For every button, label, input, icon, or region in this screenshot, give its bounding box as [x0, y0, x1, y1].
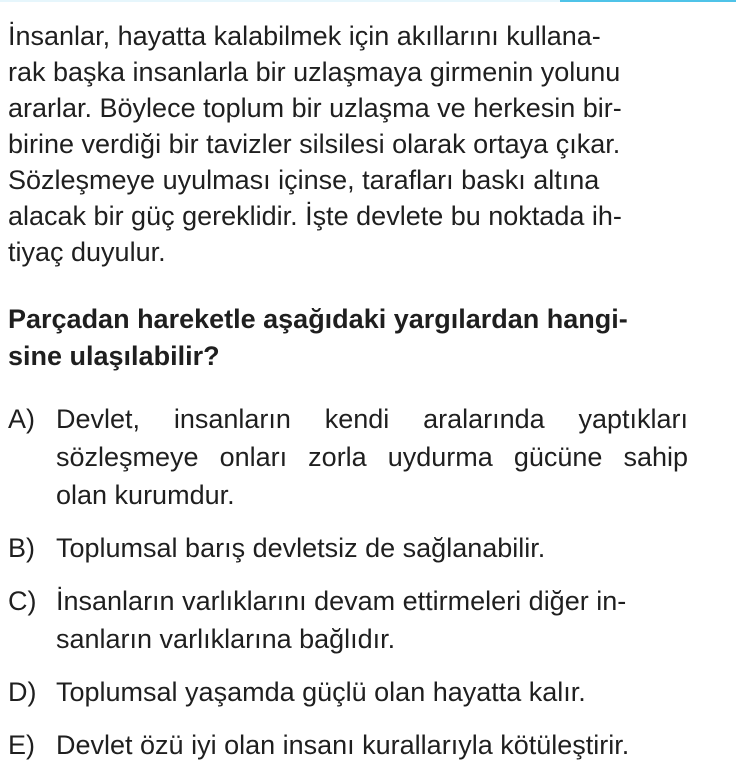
passage-line: ararlar. Böylece toplum bir uzlaşma ve herkesin bir- [8, 93, 622, 123]
option-text-line: Toplumsal barış devletsiz de sağlanabilir. [56, 533, 546, 563]
option-text-line: sözleşmeye onları zorla uydurma gücüne sahip [56, 442, 688, 472]
option-text-line: sanların varlıklarına bağlıdır. [56, 624, 396, 654]
option-text-line: olan kurumdur. [56, 480, 235, 510]
option-text-line: Devlet, insanların kendi aralarında yaptıkları [56, 404, 688, 434]
passage-line: Sözleşmeye uyulması içinse, tarafları baskı altına [8, 165, 600, 195]
option-text-line: Devlet özü iyi olan insanı kurallarıyla kötüleştirir. [56, 730, 630, 760]
passage-line: tiyaç duyulur. [8, 237, 166, 267]
option-c[interactable] [8, 582, 698, 658]
option-letter: D) [8, 677, 37, 707]
passage-line: alacak bir güç gereklidir. İşte devlete bu noktada ih- [8, 201, 622, 231]
reading-passage [8, 18, 688, 270]
option-letter: B) [8, 533, 35, 563]
question-stem [8, 301, 698, 375]
option-text-line: İnsanların varlıklarını devam ettirmeleri diğer in- [56, 586, 627, 616]
passage-line: birine verdiği bir tavizler silsilesi olarak ortaya çıkar. [8, 129, 621, 159]
question-line: Parçadan hareketle aşağıdaki yargılardan hangi- [8, 304, 628, 334]
option-b[interactable] [8, 529, 698, 567]
option-letter: A) [8, 404, 35, 434]
option-d[interactable] [8, 673, 698, 711]
answer-options [8, 400, 698, 779]
accent-segment-blue [560, 0, 736, 2]
option-text-line: Toplumsal yaşamda güçlü olan hayatta kalır. [56, 677, 586, 707]
accent-segment-light [0, 0, 560, 2]
top-accent-bar [0, 0, 736, 2]
passage-line: İnsanlar, hayatta kalabilmek için akıllarını kullana- [8, 21, 601, 51]
question-line: sine ulaşılabilir? [8, 341, 220, 371]
passage-line: rak başka insanlarla bir uzlaşmaya girmenin yolunu [8, 57, 621, 87]
option-letter: C) [8, 586, 37, 616]
option-a[interactable] [8, 400, 698, 514]
option-e[interactable] [8, 726, 698, 764]
option-letter: E) [8, 730, 35, 760]
